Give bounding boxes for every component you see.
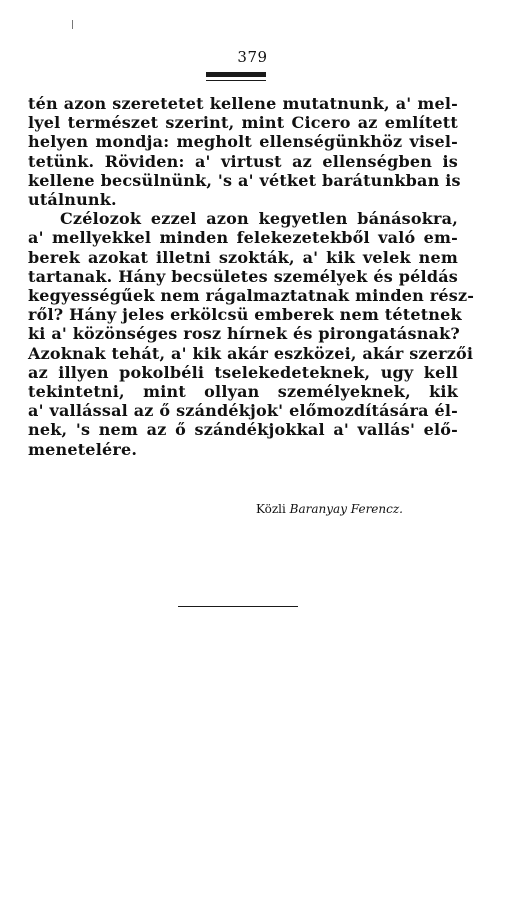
end-rule bbox=[178, 606, 298, 607]
paragraph-1 bbox=[28, 94, 461, 210]
print-speck bbox=[72, 20, 73, 29]
signature bbox=[0, 502, 403, 516]
text-line: a' mellyekkel minden felekezetekből való em- bbox=[28, 228, 458, 248]
text-line: a' vallással az ő szándékjok' előmozdítására él- bbox=[28, 401, 458, 421]
text-line: tetünk. Röviden: a' virtust az ellenségben is bbox=[28, 151, 458, 171]
text-line: berek azokat illetni szokták, a' kik velek nem bbox=[28, 247, 458, 267]
text-line: helyen mondja: megholt ellenségünkhöz visel- bbox=[28, 132, 458, 152]
body-text bbox=[28, 94, 475, 459]
page-number: 379 bbox=[237, 48, 268, 66]
text-line: tekintetni, mint ollyan személyeknek, kik bbox=[28, 382, 458, 402]
text-line: Czélozok ezzel azon kegyetlen bánásokra, bbox=[60, 209, 458, 229]
text-line: az illyen pokolbéli tselekedeteknek, ugy kell bbox=[28, 362, 458, 382]
text-line: kegyességűek nem rágalmaztatnak minden rész- bbox=[28, 286, 475, 306]
header-rule-thick bbox=[206, 72, 266, 77]
text-line: tartanak. Hány becsületes személyek és példás bbox=[28, 266, 458, 286]
paragraph-2 bbox=[28, 209, 475, 459]
text-line: kellene becsülnünk, 's a' vétket barátunkban is bbox=[28, 170, 461, 190]
text-line: lyel természet szerint, mint Cicero az említett bbox=[28, 113, 458, 133]
text-line: ki a' közönséges rosz hírnek és pirongatásnak? bbox=[28, 324, 460, 344]
header-rule-thin bbox=[206, 80, 266, 81]
text-line: ről? Hány jeles erkölcsü emberek nem tétetnek bbox=[28, 305, 462, 325]
text-line: nek, 's nem az ő szándékjokkal a' vallás' elő- bbox=[28, 420, 458, 440]
signature-name: Baranyay Ferencz. bbox=[289, 502, 403, 516]
text-line: tén azon szeretetet kellene mutatnunk, a' mel- bbox=[28, 94, 458, 113]
text-line: menetelére. bbox=[28, 439, 138, 459]
signature-prefix: Közli bbox=[255, 502, 290, 516]
text-line: Azoknak tehát, a' kik akár eszközei, akár szerzői bbox=[28, 343, 474, 363]
text-line: utálnunk. bbox=[28, 190, 117, 210]
